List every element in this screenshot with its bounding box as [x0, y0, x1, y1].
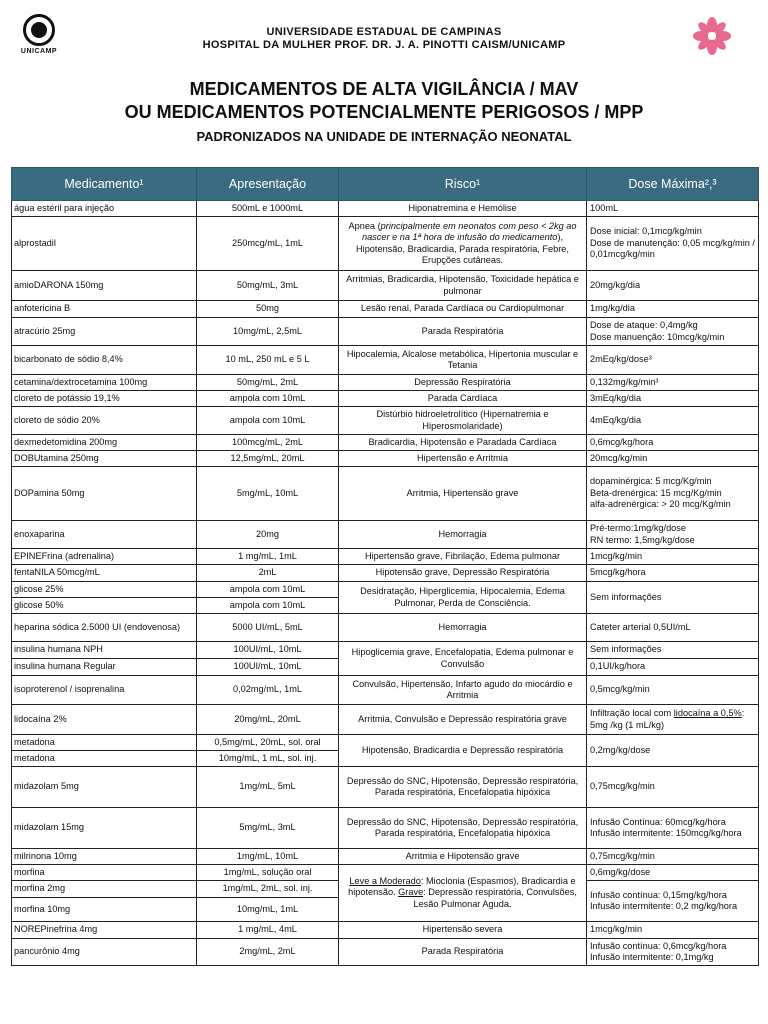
cell-dose: 0,1UI/kg/hora — [587, 659, 759, 676]
cell-dose — [587, 939, 759, 966]
cell-medicamento: pancurônio 4mg — [12, 939, 197, 966]
cell-dose: Sem informações — [587, 642, 759, 659]
cell-apresentacao: ampola com 10mL — [197, 582, 339, 598]
cell-medicamento: morfina 10mg — [12, 898, 197, 922]
document-subtitle: PADRONIZADOS NA UNIDADE DE INTERNAÇÃO NEONATAL — [196, 129, 572, 144]
cell-apresentacao: 100mcg/mL, 2mL — [197, 435, 339, 451]
risk-text: : Mioclonia (Espasmos), Bradicardia e hipotensão. — [348, 875, 576, 898]
table-row — [12, 451, 759, 467]
cell-dose: 1mcg/kg/min — [587, 922, 759, 939]
table-row — [12, 217, 759, 271]
cell-medicamento: bicarbonato de sódio 8,4% — [12, 346, 197, 375]
cell-risco: Hipertensão grave, Fibrilação, Edema pulmonar — [339, 549, 587, 565]
cell-dose: 2mEq/kg/dose³ — [587, 346, 759, 375]
dose-line: Dose manuenção: 10mcg/kg/min — [590, 331, 725, 342]
table-row — [12, 301, 759, 318]
cell-dose: Sem informações — [587, 582, 759, 614]
cell-risco: Parada Respiratória — [339, 939, 587, 966]
cell-apresentacao: 0,02mg/mL, 1mL — [197, 676, 339, 705]
cell-medicamento: metadona — [12, 735, 197, 751]
document-title — [0, 78, 768, 124]
cell-dose — [587, 881, 759, 922]
cell-dose — [587, 217, 759, 271]
cell-apresentacao: 20mg — [197, 521, 339, 549]
cell-dose: Cateter arterial 0,5UI/mL — [587, 614, 759, 642]
risk-severity: Grave — [398, 887, 424, 898]
cell-apresentacao: 250mcg/mL, 1mL — [197, 217, 339, 271]
cell-apresentacao: 10 mL, 250 mL e 5 L — [197, 346, 339, 375]
cell-dose: 3mEq/kg/dia — [587, 391, 759, 407]
cell-dose: 4mEq/kg/dia — [587, 407, 759, 435]
dose-line: RN termo: 1,5mg/kg/dose — [590, 534, 695, 545]
cell-apresentacao: 5mg/mL, 3mL — [197, 808, 339, 849]
title-line-1: MEDICAMENTOS DE ALTA VIGILÂNCIA / MAV — [189, 79, 579, 99]
risk-text: Apnea ( — [348, 220, 381, 231]
cell-apresentacao: 20mg/mL, 20mL — [197, 705, 339, 735]
dose-line: Infusão contínua: 0,15mg/kg/hora — [590, 889, 727, 900]
table-row — [12, 582, 759, 598]
dose-text: : 5mg /kg (1 mL/kg) — [590, 708, 745, 730]
table-row — [12, 391, 759, 407]
cell-apresentacao: 5000 UI/mL, 5mL — [197, 614, 339, 642]
cell-risco: Hipotensão grave, Depressão Respiratória — [339, 565, 587, 582]
cell-medicamento: morfina — [12, 865, 197, 881]
dose-line: dopaminérgica: 5 mcg/Kg/min — [590, 476, 712, 487]
cell-medicamento: atracúrio 25mg — [12, 318, 197, 346]
cell-medicamento: DOPamina 50mg — [12, 467, 197, 521]
cell-medicamento: alprostadil — [12, 217, 197, 271]
column-header-risco: Risco¹ — [339, 168, 587, 201]
cell-apresentacao: 2mg/mL, 2mL — [197, 939, 339, 966]
cell-medicamento: cloreto de potássio 19,1% — [12, 391, 197, 407]
cell-apresentacao: 10mg/mL, 1mL — [197, 898, 339, 922]
cell-apresentacao: 100UI/mL, 10mL — [197, 659, 339, 676]
cell-dose — [587, 808, 759, 849]
cell-risco: Hemorragia — [339, 521, 587, 549]
cell-dose: 0,6mcg/kg/hora — [587, 435, 759, 451]
table-row — [12, 407, 759, 435]
table-row — [12, 318, 759, 346]
cell-apresentacao: 1mg/mL, 2mL, sol. inj. — [197, 881, 339, 898]
cell-risco: Arritmia e Hipotensão grave — [339, 849, 587, 865]
table-row — [12, 565, 759, 582]
cell-apresentacao: 1mg/mL, solução oral — [197, 865, 339, 881]
cell-risco: Hipoglicemia grave, Encefalopatia, Edema pulmonar e Convulsão — [339, 642, 587, 676]
table-row — [12, 271, 759, 301]
cell-risco: Hiponatremina e Hemólise — [339, 201, 587, 217]
cell-medicamento: midazolam 15mg — [12, 808, 197, 849]
risk-note: principalmente em neonatos com peso < 2kg ao nascer e na 1ª hora de infusão do medicamento — [361, 220, 577, 242]
cell-risco: Hipertensão severa — [339, 922, 587, 939]
table-row — [12, 521, 759, 549]
cell-medicamento: heparina sódica 2.5000 UI (endovenosa) — [12, 614, 197, 642]
cell-medicamento: cloreto de sódio 20% — [12, 407, 197, 435]
cell-dose — [587, 318, 759, 346]
dose-line: Dose inicial: 0,1mcg/kg/min — [590, 226, 702, 237]
dose-line: Beta-drenérgica: 15 mcg/Kg/min — [590, 487, 722, 498]
cell-risco: Desidratação, Hiperglicemia, Hipocalemia, Edema Pulmonar, Perda de Consciência. — [339, 582, 587, 614]
cell-medicamento: morfina 2mg — [12, 881, 197, 898]
cell-medicamento: cetamina/dextrocetamina 100mg — [12, 375, 197, 391]
cell-medicamento: glicose 25% — [12, 582, 197, 598]
dose-text-underlined: lidocaína a 0,5% — [673, 708, 742, 718]
cell-medicamento: midazolam 5mg — [12, 767, 197, 808]
dose-line: Infusão intermitente: 0,1mg/kg — [590, 952, 714, 962]
cell-dose: 1mcg/kg/min — [587, 549, 759, 565]
cell-dose: 0,75mcg/kg/min — [587, 849, 759, 865]
dose-line: Infusão Contínua: 60mcg/kg/hora — [590, 816, 726, 827]
cell-risco: Hipertensão e Arritmia — [339, 451, 587, 467]
cell-dose: 0,75mcg/kg/min — [587, 767, 759, 808]
cell-medicamento: metadona — [12, 751, 197, 767]
cell-dose: 20mg/kg/dia — [587, 271, 759, 301]
cell-medicamento: DOBUtamina 250mg — [12, 451, 197, 467]
cell-apresentacao: ampola com 10mL — [197, 391, 339, 407]
table-row — [12, 467, 759, 521]
table-row — [12, 614, 759, 642]
cell-apresentacao: 2mL — [197, 565, 339, 582]
cell-medicamento: NOREPinefrina 4mg — [12, 922, 197, 939]
dose-line: Infusão intermitente: 150mcg/kg/hora — [590, 828, 742, 838]
cell-apresentacao: 5mg/mL, 10mL — [197, 467, 339, 521]
medication-table — [11, 167, 759, 966]
table-row — [12, 346, 759, 375]
hospital-name: HOSPITAL DA MULHER PROF. DR. J. A. PINOTTI CAISM/UNICAMP — [202, 39, 566, 51]
cell-risco: Hemorragia — [339, 614, 587, 642]
cell-medicamento: lidocaína 2% — [12, 705, 197, 735]
title-line-2: OU MEDICAMENTOS POTENCIALMENTE PERIGOSOS / MPP — [124, 102, 644, 122]
cell-dose — [587, 467, 759, 521]
cell-dose: 0,5mcg/kg/min — [587, 676, 759, 705]
column-header-apresentacao: Apresentação — [197, 168, 339, 201]
cell-medicamento: anfotericina B — [12, 301, 197, 318]
dose-line: Dose de manutenção: 0,05 mcg/kg/min / 0,01mcg/kg/min — [590, 237, 755, 260]
table-row — [12, 849, 759, 865]
institution-header — [0, 26, 768, 52]
cell-dose — [587, 705, 759, 735]
table-row — [12, 808, 759, 849]
cell-risco: Bradicardia, Hipotensão e Paradada Cardíaca — [339, 435, 587, 451]
table-row — [12, 676, 759, 705]
cell-risco: Depressão do SNC, Hipotensão, Depressão respiratória, Parada respiratória, Encefalopatia hipóxica — [339, 808, 587, 849]
cell-apresentacao: 10mg/mL, 1 mL, sol. inj. — [197, 751, 339, 767]
cell-apresentacao: 500mL e 1000mL — [197, 201, 339, 217]
cell-apresentacao: 100UI/mL, 10mL — [197, 642, 339, 659]
table-row — [12, 642, 759, 659]
cell-apresentacao: 12,5mg/mL, 20mL — [197, 451, 339, 467]
cell-risco: Depressão Respiratória — [339, 375, 587, 391]
cell-risco: Convulsão, Hipertensão, Infarto agudo do miocárdio e Arritmia — [339, 676, 587, 705]
cell-risco — [339, 865, 587, 922]
dose-line: alfa-adrenérgica: > 20 mcg/Kg/min — [590, 499, 731, 510]
cell-risco: Depressão do SNC, Hipotensão, Depressão respiratória, Parada respiratória, Encefalopatia hipóxica — [339, 767, 587, 808]
dose-line: Pré-termo:1mg/kg/dose — [590, 523, 686, 533]
cell-apresentacao: 1mg/mL, 5mL — [197, 767, 339, 808]
dose-text: Infiltração local com — [590, 708, 674, 718]
table-row — [12, 375, 759, 391]
table-row — [12, 201, 759, 217]
cell-dose: 5mcg/kg/hora — [587, 565, 759, 582]
cell-dose: 20mcg/kg/min — [587, 451, 759, 467]
risk-text: : Depressão respiratória, Convulsões, Lesão Pulmonar Aguda. — [413, 887, 577, 909]
cell-dose: 0,2mg/kg/dose — [587, 735, 759, 767]
dose-line: Dose de ataque: 0,4mg/kg — [590, 320, 698, 330]
cell-risco: Parada Cardíaca — [339, 391, 587, 407]
risk-severity: Leve a Moderado — [349, 875, 421, 886]
cell-apresentacao: 0,5mg/mL, 20mL, sol. oral — [197, 735, 339, 751]
cell-medicamento: milrinona 10mg — [12, 849, 197, 865]
cell-risco: Distúrbio hidroeletrolítico (Hipernatremia e Hiperosmolaridade) — [339, 407, 587, 435]
cell-risco: Lesão renal, Parada Cardíaca ou Cardiopulmonar — [339, 301, 587, 318]
cell-medicamento: amioDARONA 150mg — [12, 271, 197, 301]
dose-line: Infusão intermitente: 0,2 mg/kg/hora — [590, 901, 738, 911]
cell-dose: 1mg/kg/dia — [587, 301, 759, 318]
cell-risco — [339, 217, 587, 271]
table-row — [12, 735, 759, 751]
cell-apresentacao: ampola com 10mL — [197, 598, 339, 614]
cell-apresentacao: 1 mg/mL, 4mL — [197, 922, 339, 939]
cell-apresentacao: 50mg — [197, 301, 339, 318]
cell-apresentacao: 1mg/mL, 10mL — [197, 849, 339, 865]
cell-risco: Hipotensão, Bradicardia e Depressão respiratória — [339, 735, 587, 767]
cell-dose — [587, 521, 759, 549]
column-header-medicamento: Medicamento¹ — [12, 168, 197, 201]
cell-apresentacao: 50mg/mL, 2mL — [197, 375, 339, 391]
table-row — [12, 939, 759, 966]
cell-medicamento: insulina humana NPH — [12, 642, 197, 659]
column-header-dose-maxima: Dose Máxima²,³ — [587, 168, 759, 201]
cell-apresentacao: 50mg/mL, 3mL — [197, 271, 339, 301]
table-row — [12, 767, 759, 808]
university-name: UNIVERSIDADE ESTADUAL DE CAMPINAS — [266, 26, 502, 38]
table-header-row — [12, 168, 759, 201]
cell-medicamento: insulina humana Regular — [12, 659, 197, 676]
cell-dose: 0,6mg/kg/dose — [587, 865, 759, 881]
table-row — [12, 922, 759, 939]
cell-risco: Hipocalemia, Alcalose metabólica, Hipertonia muscular e Tetania — [339, 346, 587, 375]
table-row — [12, 865, 759, 881]
cell-apresentacao: 10mg/mL, 2,5mL — [197, 318, 339, 346]
cell-medicamento: EPINEFrina (adrenalina) — [12, 549, 197, 565]
cell-risco: Parada Respiratória — [339, 318, 587, 346]
cell-dose: 0,132mg/kg/min³ — [587, 375, 759, 391]
cell-medicamento: enoxaparina — [12, 521, 197, 549]
cell-medicamento: dexmedetomidina 200mg — [12, 435, 197, 451]
cell-risco: Arritmia, Convulsão e Depressão respiratória grave — [339, 705, 587, 735]
cell-medicamento: glicose 50% — [12, 598, 197, 614]
cell-risco: Arritmias, Bradicardia, Hipotensão, Toxicidade hepática e pulmonar — [339, 271, 587, 301]
cell-risco: Arritmia, Hipertensão grave — [339, 467, 587, 521]
table-row — [12, 705, 759, 735]
cell-medicamento: fentaNILA 50mcg/mL — [12, 565, 197, 582]
cell-medicamento: água estéril para injeção — [12, 201, 197, 217]
cell-dose: 100mL — [587, 201, 759, 217]
risk-text: ), Hipotensão, Bradicardia, Parada respiratória, Febre, Erupções cutâneas. — [356, 232, 569, 265]
table-row — [12, 549, 759, 565]
cell-apresentacao: 1 mg/mL, 1mL — [197, 549, 339, 565]
table-row — [12, 435, 759, 451]
dose-line: Infusão contínua: 0,6mcg/kg/hora — [590, 940, 727, 951]
cell-medicamento: isoproterenol / isoprenalina — [12, 676, 197, 705]
cell-apresentacao: ampola com 10mL — [197, 407, 339, 435]
unicamp-logo-text: UNICAMP — [20, 48, 58, 55]
